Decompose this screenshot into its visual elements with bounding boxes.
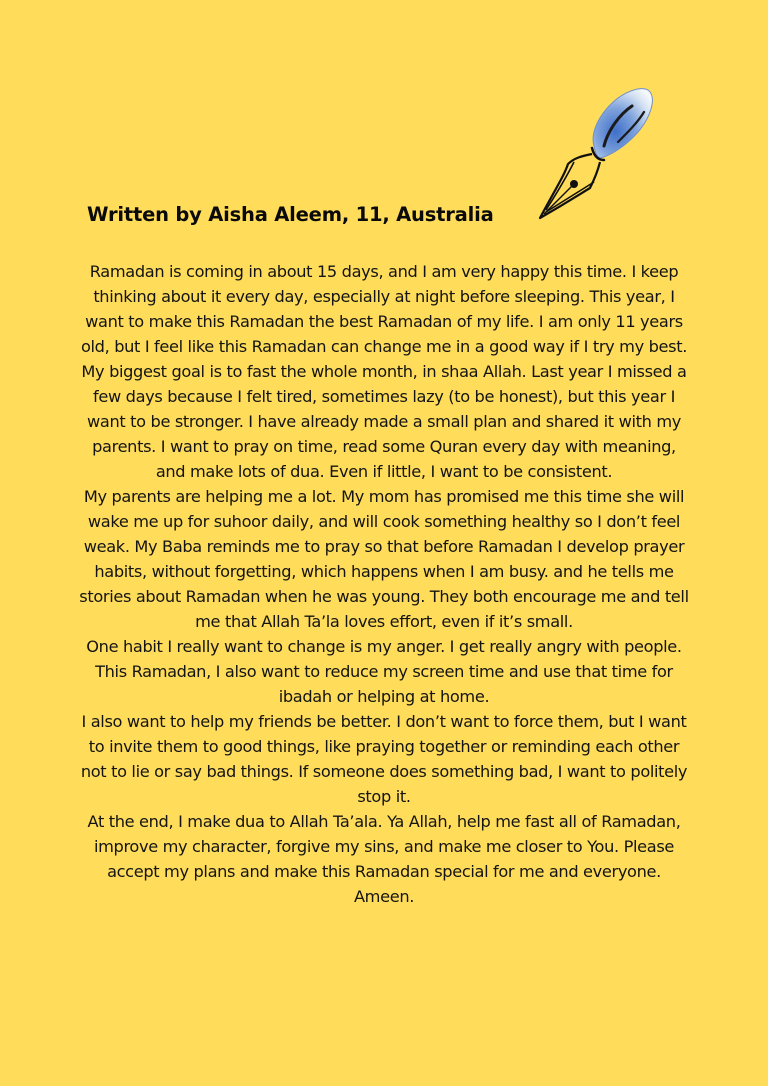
essay-paragraph: I also want to help my friends be better. I don’t want to force them, but I want to invite them to good things, like praying together or reminding each other not to lie or say bad things. If someone does something bad, I want to politely stop it.	[80, 712, 688, 806]
essay-paragraph: Ramadan is coming in about 15 days, and I am very happy this time. I keep thinking about it every day, especially at night before sleeping. This year, I want to make this Ramadan the best Ramadan of my life. I am only 11 years old, but I feel like this Ramadan can change me in a good way if I try my best.	[80, 262, 688, 356]
essay-paragraph: My parents are helping me a lot. My mom has promised me this time she will wake me up for suhoor daily, and will cook something healthy so I don’t feel weak. My Baba reminds me to pray so that before Ramadan I develop prayer habits, without forgetting, which happens when I am busy. and he tells me stories about Ramadan when he was young. They both encourage me and tell me that Allah Ta’la loves effort, even if it’s small.	[79, 487, 689, 631]
essay-paragraph: One habit I really want to change is my anger. I get really angry with people. This Ramadan, I also want to reduce my screen time and use that time for ibadah or helping at home.	[86, 637, 682, 706]
essay-paragraph: At the end, I make dua to Allah Ta’ala. Ya Allah, help me fast all of Ramadan, improve my character, forgive my sins, and make me closer to You. Please accept my plans and make this Ramadan special for me and everyone. Ameen.	[87, 812, 681, 906]
fountain-pen-nib-icon	[534, 84, 670, 224]
essay-body	[76, 259, 692, 909]
essay-paragraph: My biggest goal is to fast the whole month, in shaa Allah. Last year I missed a few days because I felt tired, sometimes lazy (to be honest), but this year I want to be stronger. I have already made a small plan and shared it with my parents. I want to pray on time, read some Quran every day with meaning, and make lots of dua. Even if little, I want to be consistent.	[81, 362, 687, 481]
author-byline: Written by Aisha Aleem, 11, Australia	[87, 203, 494, 226]
